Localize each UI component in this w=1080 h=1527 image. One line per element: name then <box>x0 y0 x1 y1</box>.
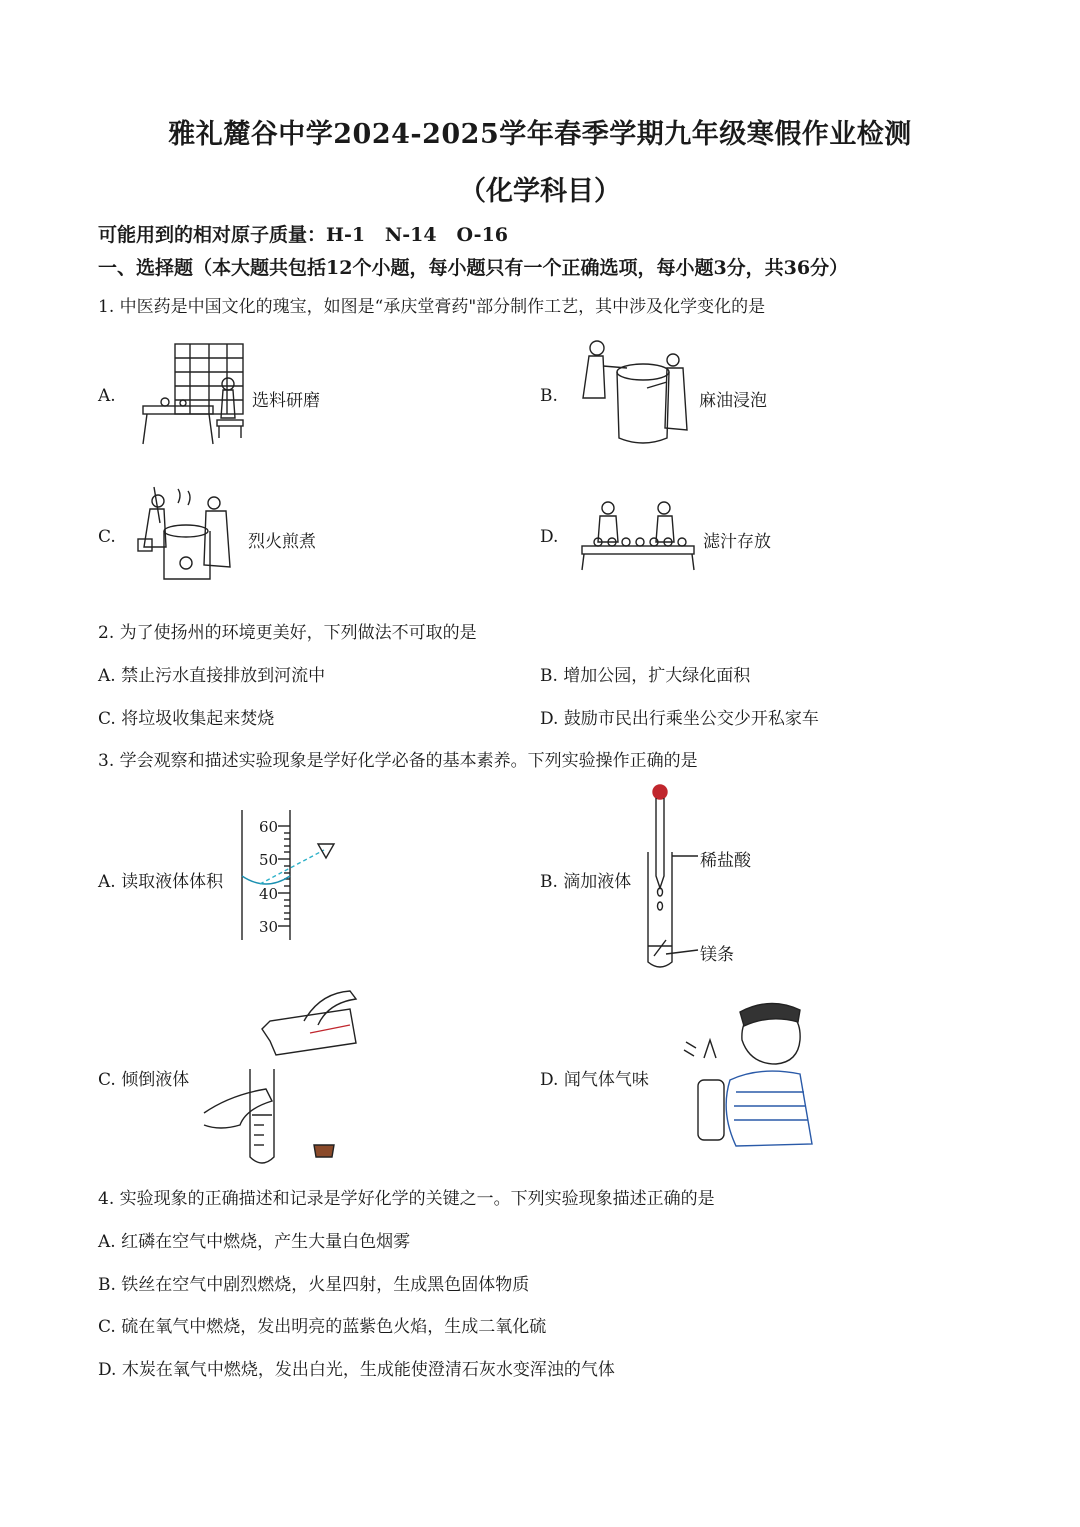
exam-title: 雅礼麓谷中学2024-2025学年春季学期九年级寒假作业检测 <box>168 119 912 150</box>
q2-option-b: B. 增加公园，扩大绿化面积 <box>540 666 751 686</box>
tick-40: 40 <box>259 885 279 903</box>
q1-option-b-caption: 麻油浸泡 <box>699 391 767 411</box>
q3-image-smelling-gas <box>680 1000 820 1150</box>
q3-option-a: A. 读取液体体积 <box>98 872 224 892</box>
q1-image-oil-soaking <box>575 338 700 453</box>
q2-option-d: D. 鼓励市民出行乘坐公交少开私家车 <box>540 709 819 729</box>
label-dilute-hcl: 稀盐酸 <box>700 851 751 871</box>
q1-option-a-caption: 选料研磨 <box>252 391 320 411</box>
q3-image-graduated-cylinder <box>238 808 348 944</box>
q3-option-b: B. 滴加液体 <box>540 872 632 892</box>
q2-stem: 2. 为了使扬州的环境更美好，下列做法不可取的是 <box>98 623 477 643</box>
q2-option-a: A. 禁止污水直接排放到河流中 <box>98 666 326 686</box>
q1-option-c-letter: C. <box>98 527 116 547</box>
atomic-mass-note: 可能用到的相对原子质量：H-1 N-14 O-16 <box>98 224 509 246</box>
tick-50: 50 <box>259 851 279 869</box>
tick-60: 60 <box>259 818 279 836</box>
q1-image-filtrate-storage <box>578 498 703 578</box>
q4-option-b: B. 铁丝在空气中剧烈燃烧，火星四射，生成黑色固体物质 <box>98 1275 530 1295</box>
q1-option-d-caption: 滤汁存放 <box>703 532 771 552</box>
q4-option-c: C. 硫在氧气中燃烧，发出明亮的蓝紫色火焰，生成二氧化硫 <box>98 1317 547 1337</box>
q1-option-d-letter: D. <box>540 527 559 547</box>
q1-stem: 1. 中医药是中国文化的瑰宝，如图是“承庆堂膏药"部分制作工艺，其中涉及化学变化的是 <box>98 297 766 317</box>
q1-option-a-letter: A. <box>98 386 116 406</box>
q1-image-grinding <box>135 340 255 450</box>
q3-option-d: D. 闻气体气味 <box>540 1070 649 1090</box>
q2-option-c: C. 将垃圾收集起来焚烧 <box>98 709 275 729</box>
tick-30: 30 <box>259 918 279 936</box>
q3-stem: 3. 学会观察和描述实验现象是学好化学必备的基本素养。下列实验操作正确的是 <box>98 751 698 771</box>
q4-stem: 4. 实验现象的正确描述和记录是学好化学的关键之一。下列实验现象描述正确的是 <box>98 1189 715 1209</box>
section-heading: 一、选择题（本大题共包括12个小题，每小题只有一个正确选项，每小题3分，共36分） <box>98 257 849 279</box>
exam-subject: （化学科目） <box>459 176 621 207</box>
label-magnesium-strip: 镁条 <box>700 945 734 965</box>
q3-image-pouring-liquid <box>200 985 370 1170</box>
q4-option-a: A. 红磷在空气中燃烧，产生大量白色烟雾 <box>98 1232 411 1252</box>
q1-option-b-letter: B. <box>540 386 558 406</box>
q1-option-c-caption: 烈火煎煮 <box>248 532 316 552</box>
q1-image-boiling <box>130 483 250 593</box>
q3-option-c: C. 倾倒液体 <box>98 1070 190 1090</box>
q4-option-d: D. 木炭在氧气中燃烧，发出白光，生成能使澄清石灰水变浑浊的气体 <box>98 1360 615 1380</box>
